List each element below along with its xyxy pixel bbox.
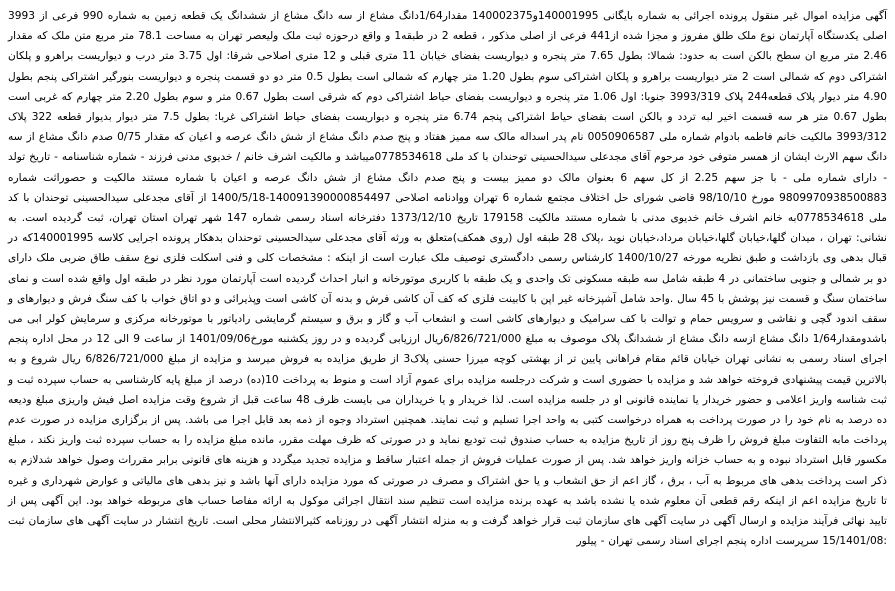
auction-notice-text: آگهی مزایده اموال غیر منقول پرونده اجرائی به شماره بایگانی 140001995و140002375 مقدار1/64دانگ مشاع از سه دانگ مشاع از ششدانگ یک قطعه زمین به شماره 990 فرعی از 3993 اصلی یکدستگاه آپارتمان نوع ملک طلق مفروز و مجزا شده از441 فرعی از اصلی مذکور ، قطعه 2 در طبقه1 و واقع درحوزه ثبت ملک ولیعصر تهران به مساحت 78.1 متر مربع متن ملک که مقدار 2.46 متر مربع ان سطح بالکن است به حدود: شمالا: بطول 7.65 متر پنجره و دیواریست بفضای خیابان 11 متری قبلی و 12 متری اصلاحی شرقا: اول 3.75 متر درب و دیواریست براهرو و پلکان اشتراکی دوم که شمالی است 2 متر دیواریست براهرو و پلکان اشتراکی سوم بطول 1.20 متر چهارم که شمالی است بطول 0.5 متر دو دو قسمت پنجره و دیواریست بنورگیر اشتراکی پنجم بطول 4.90 متر دیوار پلاک قطعه244 پلاک 3993/319 جنوبا: اول 1.06 متر پنجره و دیواریست بفضای حیاط اشتراکی دوم که شرقی است بطول 0.67 متر و سوم بطول 2.20 متر چهارم که غربی است بطول 0.67 متر هر سه قسمت اخیر لبه تردد و بالکن است بفضای حیاط اشتراکی پنجم 6.74 متر پنجره و دیواریست بفضای حیاط اشتراکی غربا: بطول 7.5 متر دیوار بدیوار قطعه 322 پلاک 3993/312 مالکیت خانم فاطمه بادوام شماره ملی 0050906587 نام پدر اسداله مالک سه ممیز هفتاد و پنج صدم دانگ مشاع از شش دانگ عرصه و اعیان که مقدار 0/75 صدم دانگ مشاع از سه دانگ سهم الارث ایشان از همسر متوفی خود مرحوم آقای مجدعلی سیدالحسینی توحندان با کد ملی 0778534618میباشد و مالکیت اشرف خانم / خدیوی مدنی فرزند - شماره شناسنامه - تاریخ تولد - دارای شماره ملی - با جز سهم 2.25 از کل سهم 6 بعنوان مالک دو ممیز بیست و پنج صدم دانگ مشاع از شش دانگ عرصه و اعیان با شماره مستند مالکیت و حصوراثت شماره 9809970938500883 مورخ 98/10/10 قاضی شورای حل اختلاف مجتمع شماره 6 تهران ووادنامه اصلاحی 140091390000854497-1400/5/18 از آقای مجدعلی سیدالحسینی توحندان با کد ملی 0778534618به خانم اشرف خانم خدیوی مدنی با شماره مستند مالکیت 179158 تاریخ 1373/12/10 دفترخانه اسناد رسمی شماره 147 شهر تهران استان تهران، ثبت گردیده است. به نشانی: تهران ، میدان گلها،خیابان گلها،خیابان مرداد،خیابان نوید ،پلاک 28 طبقه اول (روی همکف)متعلق به ورثه آقای مجدعلی سیدالحسینی توحندان بدهکار پرونده اجرایی کلاسه 140001995که در قبال بدهی وی بازداشت و طبق نظریه مورخه 1400/10/27 کارشناس رسمی دادگستری توصیف ملک عبارت است از اینکه : مشخصات کلی و فنی اسکلت فلزی نوع سقف طاق ضربی ملک دارای دو بر شمالی و جنوبی ساختمانی در 4 طبقه شامل سه طبقه مسکونی تک واحدی و یک طبقه با کاربری موتورخانه و انبار احداث گردیده است آپارتمان مورد نظر در طبقه اول واقع شده است و نمای ساختمان سنگ و قسمت نیز پوشش با 45 سال .واحد شامل آشپزخانه غیر اپن با کابینت فلزی که کف آن کاشی فرش و بدنه آن کاشی است وپذیرائی و دو اتاق خواب با کف سنگ فرش و دیوارهای و سقف اندود گچی و نقاشی و سرویس حمام و توالت با کف سرامیک و دیوارهای کاشی است و انشعاب آب و گاز و برق و سیستم گرمایشی رادیاتور با موتورخانه مرکزی و سرمایش کولر ابی می باشدومقدار1/64 دانگ مشاع ازسه دانگ مشاع از ششدانگ پلاک موصوف به مبلغ 6/826/721/000ریال ارزیابی گردیده و در روز یکشنبه مورخ1401/09/06 از ساعت 9 الی 12 در محل اداره پنجم اجرای اسناد رسمی به نشانی تهران خیابان قائم مقام فراهانی پایین تر از بهشتی کوچه میرزا حسنی پلاک3 از طریق مزایده به فروش میرسد و مزایده از مبلغ 6/826/721/000 ریال شروع و به بالاترین قیمت پیشنهادی فروخته خواهد شد و مزایده با حضوری است و شرکت درجلسه مزایده برای عموم آزاد است و منوط به پرداخت 10(ده) درصد از مبلغ پایه کارشناسی به حساب سپرده ثبت و ثبت شناسه واریز اعلامی و حضور خریدار یا نماینده قانونی او در جلسه مزایده است. لذا خریدار و یا خریداران می بایست ظرف 48 ساعت قبل از شروع وقت مزایده اصل فیش واریزی مبلغ ودیعه ده درصد به نام خود را در صورت پرداخت به همراه درخواست کتبی به واحد اجرا تسلیم و ثبت نمایند. همچنین استرداد وجوه از ذمه بعد قابل اجرا می باشد. پس از برگزاری مزایده در صورت عدم پرداخت مابه التفاوت مبلغ فروش را ظرف پنج روز از تاریخ مزایده به حساب صندوق ثبت تودیع نماید و در صورتی که ظرف مهلت مقرر، مانده مبلغ مزایده را به حساب سپرده ثبت واریز نکند ، مبلغ مکسور قابل استرداد نبوده و به حساب خزانه واریز خواهد شد. پس از صورت عملیات فروش از جمله اعتبار ساقط و مزایده تجدید میگردد و هزینه های قانونی برابر مقررات وصول خواهد شدلازم به ذکر است پرداخت بدهی های مربوط به آب ، برق ، گاز اعم از حق انشعاب و یا حق اشتراک و مصرف در صورتی که مورد مزایده دارای آنها باشد و نیز بدهی های مالیاتی و عوارض شهرداری و غیره تا تاریخ مزایده اعم از اینکه رقم قطعی آن معلوم شده یا نشده باشد به عهده برنده مزایده است تنظیم سند انتقال اجرائی موکول به ارائه مفاصا حساب های مربوطه خواهد بود. این آگهی پس از تایید نهائی فرآیند مزایده و ارسال آگهی در سایت آگهی های سازمان ثبت قرار خواهد گرفت و به منزله انتشار آگهی در روزنامه کثیرالانتشار محلی است. تاریخ انتشار در سایت آگهی های سازمان ثبت :15/1401/08 سرپرست اداره پنجم اجرای اسناد رسمی تهران - پیلور: [8, 10, 888, 548]
